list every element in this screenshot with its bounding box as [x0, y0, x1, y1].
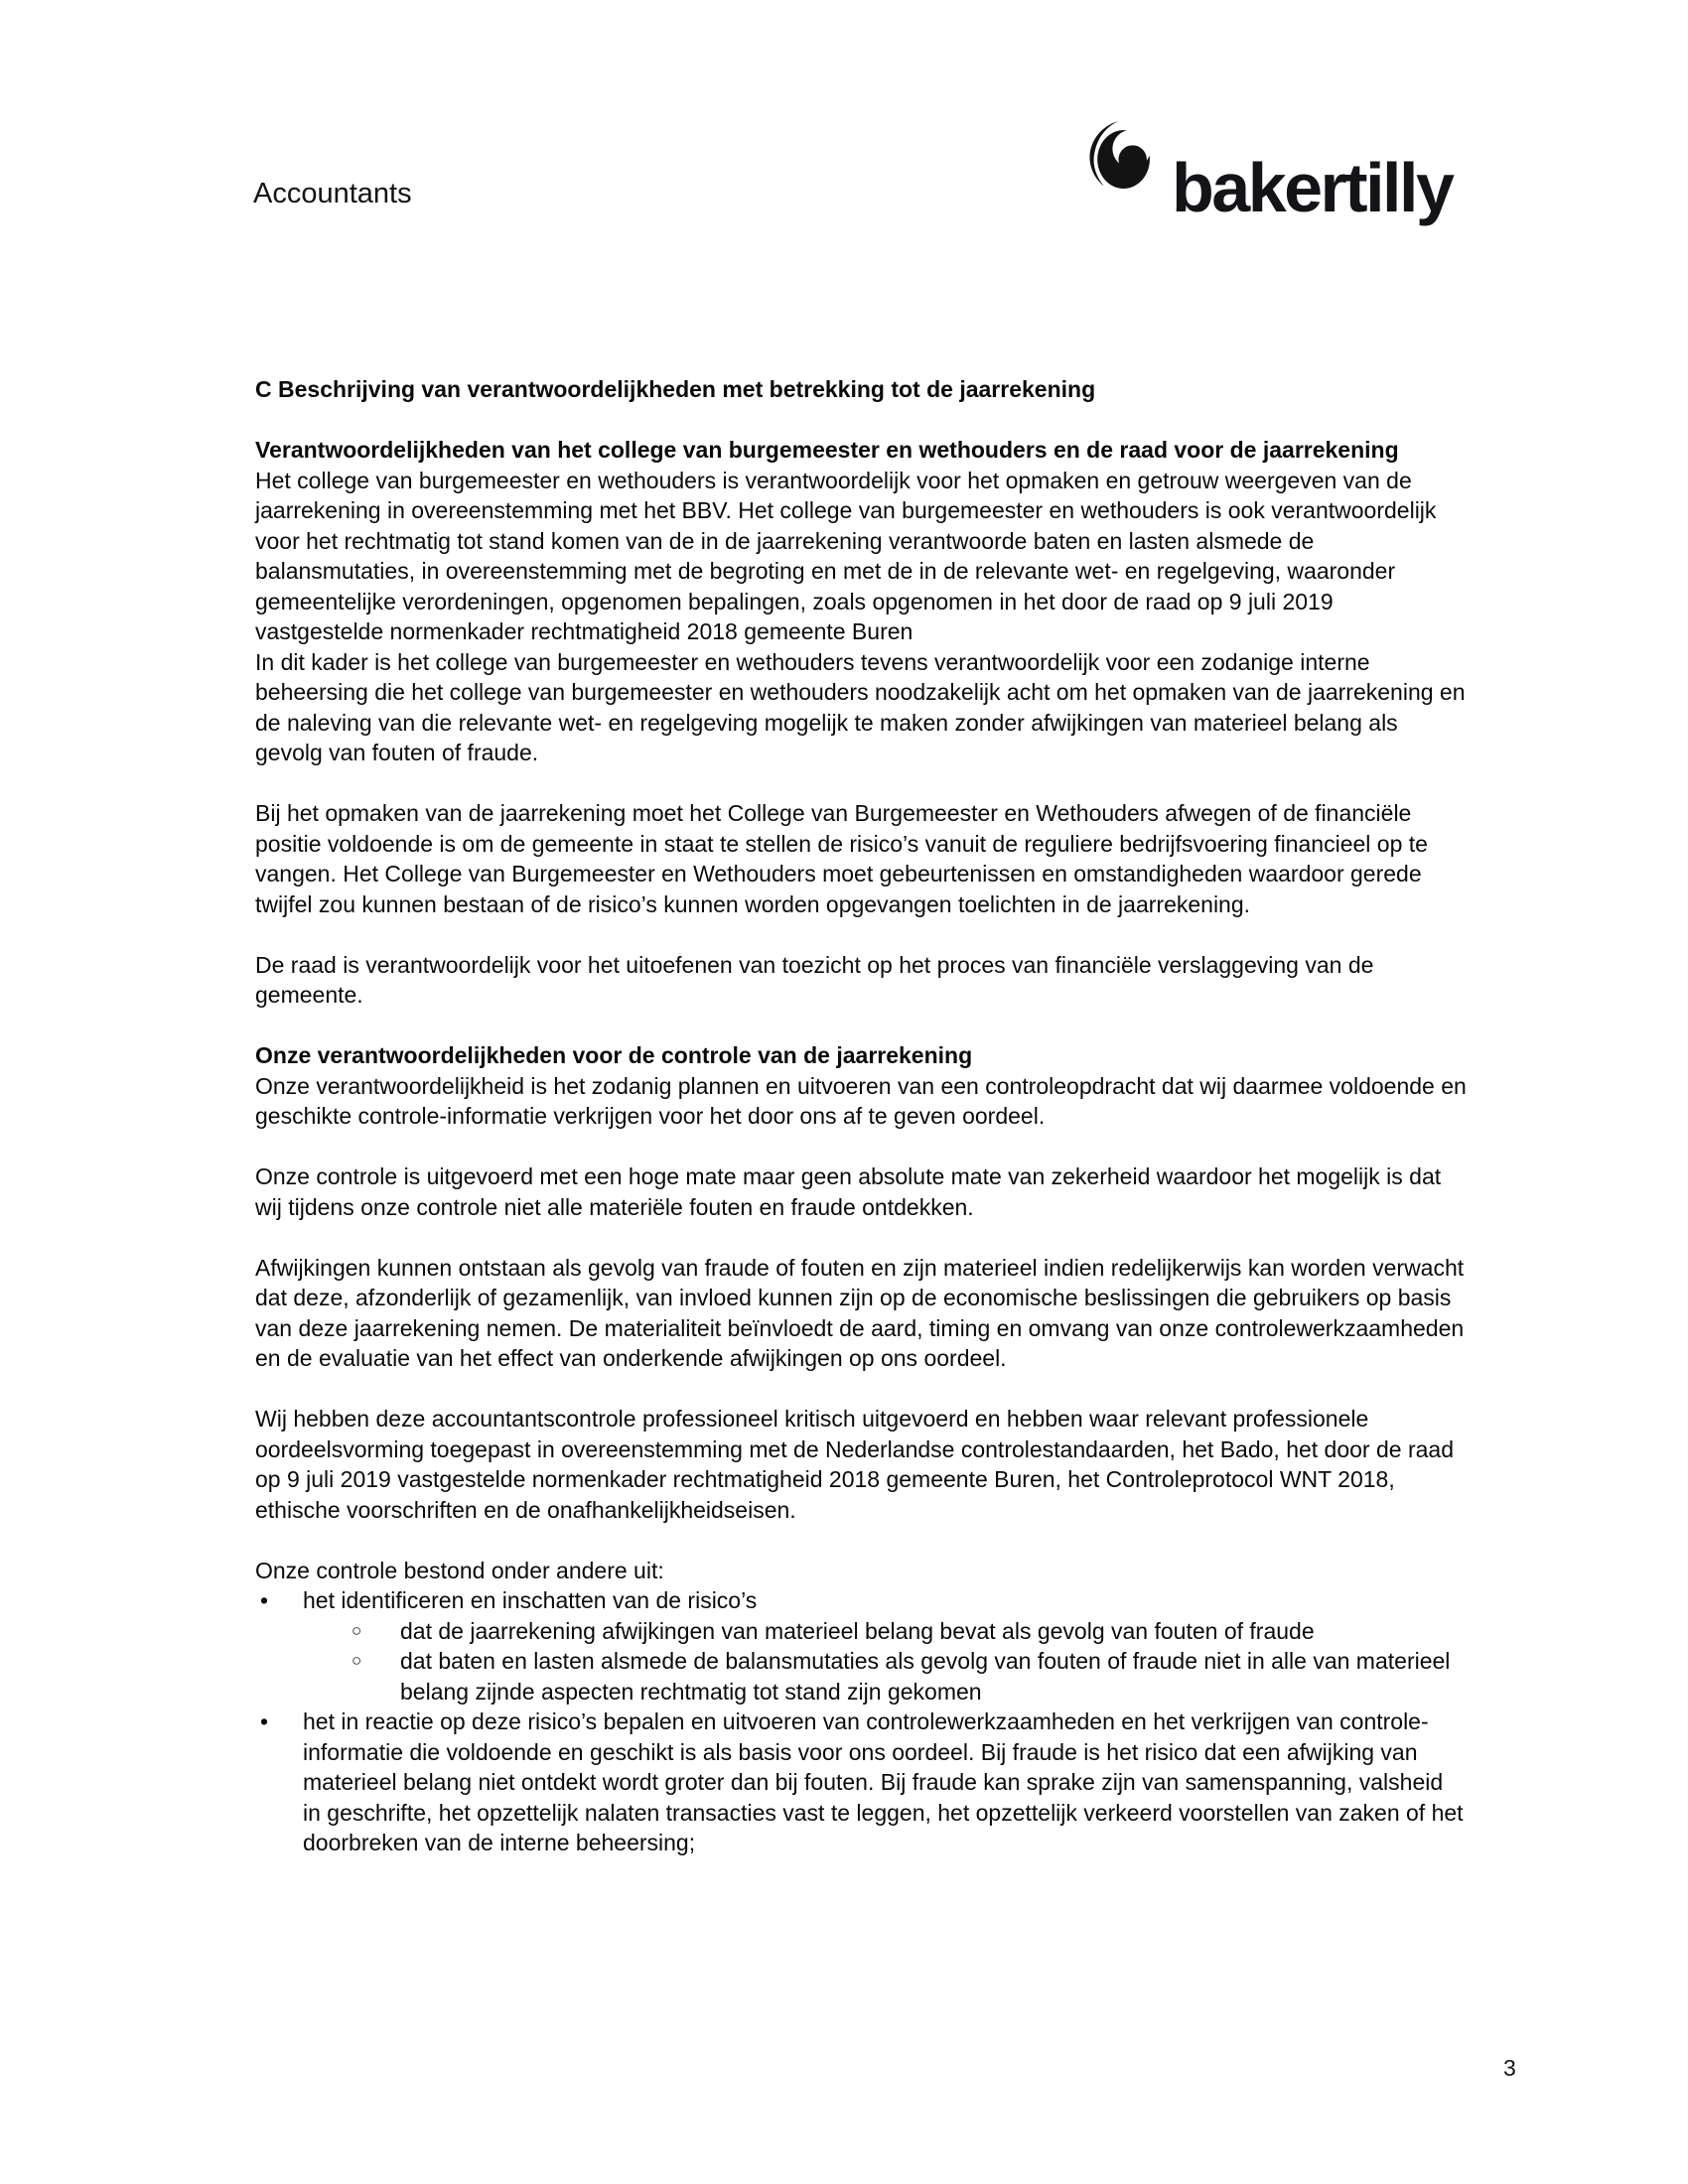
- sub-bullet-icon: ○: [352, 1620, 362, 1640]
- sub-list-item: [255, 1616, 1467, 1647]
- paragraph: In dit kader is het college van burgemeester en wethouders tevens verantwoordelijk voor een zodanige interne beheersing die het college van burgemeester en wethouders noodzakelijk acht om het opmaken van de jaarrekening en de naleving van die relevante wet- en regelgeving mogelijk te maken zonder afwijkingen van materieel belang als gevolg van fouten of fraude.: [255, 648, 1466, 765]
- section-heading: Onze verantwoordelijkheden voor de controle van de jaarrekening: [255, 1042, 973, 1068]
- section-heading: Verantwoordelijkheden van het college van burgemeester en wethouders en de raad voor de jaarrekening: [255, 437, 1399, 463]
- paragraph: Afwijkingen kunnen ontstaan als gevolg van fraude of fouten en zijn materieel indien redelijkerwijs kan worden verwacht dat deze, afzonderlijk of gezamenlijk, van invloed kunnen zijn op de economische beslissingen die gebruikers op basis van deze jaarrekening nemen. De materialiteit beïnvloedt de aard, timing en omvang van onze controlewerkzaamheden en de evaluatie van het effect van onderkende afwijkingen op ons oordeel.: [255, 1254, 1465, 1371]
- paragraph-spacer: [255, 919, 1467, 950]
- letterhead-department-label: Accountants: [253, 178, 412, 209]
- bullet-icon: •: [260, 1587, 269, 1613]
- paragraph: Onze controle bestond onder andere uit:: [255, 1557, 664, 1583]
- list-item-text: het identificeren en inschatten van de risico’s: [303, 1587, 758, 1613]
- paragraph-spacer: [255, 1132, 1467, 1162]
- list-item: [255, 1706, 1467, 1858]
- bullet-icon: •: [260, 1708, 269, 1734]
- paragraph: Bij het opmaken van de jaarrekening moet het College van Burgemeester en Wethouders afwegen of de financiële positie voldoende is om de gemeente in staat te stellen de risico’s vanuit de reguliere bedrijfsvoering financieel op te vangen. Het College van Burgemeester en Wethouders moet gebeurtenissen en omstandigheden waardoor gerede twijfel zou kunnen bestaan of de risico’s kunnen worden opgevangen toelichten in de jaarrekening.: [255, 800, 1428, 917]
- paragraph: Het college van burgemeester en wethouders is verantwoordelijk voor het opmaken en getrouw weergeven van de jaarrekening in overeenstemming met het BBV. Het college van burgemeester en wethouders is ook verantwoordelijk voor het rechtmatig tot stand komen van de in de jaarrekening verantwoorde baten en lasten alsmede de balansmutaties, in overeenstemming met de begroting en met de in de relevante wet- en regelgeving, waaronder gemeentelijke verordeningen, opgenomen bepalingen, zoals opgenomen in het door de raad op 9 juli 2019 vastgestelde normenkader rechtmatigheid 2018 gemeente Buren: [255, 467, 1437, 644]
- paragraph: De raad is verantwoordelijk voor het uitoefenen van toezicht op het proces van financiële verslaggeving van de gemeente.: [255, 951, 1374, 1008]
- list-item: [255, 1585, 1467, 1616]
- paragraph-spacer: [255, 1011, 1467, 1041]
- paragraph-spacer: [255, 1525, 1467, 1556]
- paragraph: Onze verantwoordelijkheid is het zodanig plannen en uitvoeren van een controleopdracht dat wij daarmee voldoende en geschikte controle-informatie verkrijgen voor het door ons af te geven oordeel.: [255, 1072, 1467, 1129]
- bakertilly-swirl-icon: [1088, 120, 1152, 192]
- bakertilly-logo-wordmark: bakertilly: [1172, 149, 1453, 226]
- document-content: [255, 374, 1467, 1858]
- bullet-list: [255, 1585, 1467, 1858]
- page-number: 3: [1503, 2055, 1516, 2081]
- paragraph-spacer: [255, 405, 1467, 436]
- paragraph: Wij hebben deze accountantscontrole professioneel kritisch uitgevoerd en hebben waar relevant professionele oordeelsvorming toegepast in overeenstemming met de Nederlandse controlestandaarden, het Bado, het door de raad op 9 juli 2019 vastgestelde normenkader rechtmatigheid 2018 gemeente Buren, het Controleprotocol WNT 2018, ethische voorschriften en de onafhankelijkheidseisen.: [255, 1406, 1454, 1523]
- paragraph-spacer: [255, 1222, 1467, 1253]
- sub-bullet-icon: ○: [352, 1651, 362, 1670]
- sub-list-item-text: dat baten en lasten alsmede de balansmutaties als gevolg van fouten of fraude niet in alle van materieel belang zijnde aspecten rechtmatig tot stand zijn gekomen: [400, 1648, 1451, 1705]
- list-item-text: het in reactie op deze risico’s bepalen en uitvoeren van controlewerkzaamheden en het verkrijgen van controle-informatie die voldoende en geschikt is als basis voor ons oordeel. Bij fraude is het risico dat een afwijking van materieel belang niet ontdekt wordt groter dan bij fouten. Bij fraude kan sprake zijn van samenspanning, valsheid in geschrifte, het opzettelijk nalaten transacties vast te leggen, het opzettelijk verkeerd voorstellen van zaken of het doorbreken van de interne beheersing;: [303, 1708, 1464, 1855]
- paragraph: Onze controle is uitgevoerd met een hoge mate maar geen absolute mate van zekerheid waardoor het mogelijk is dat wij tijdens onze controle niet alle materiële fouten en fraude ontdekken.: [255, 1163, 1442, 1220]
- sub-list-item: [255, 1646, 1467, 1706]
- paragraph-spacer: [255, 768, 1467, 799]
- section-heading: C Beschrijving van verantwoordelijkheden met betrekking tot de jaarrekening: [255, 376, 1096, 402]
- paragraph-spacer: [255, 1374, 1467, 1405]
- sub-list-item-text: dat de jaarrekening afwijkingen van materieel belang bevat als gevolg van fouten of fraude: [400, 1617, 1315, 1644]
